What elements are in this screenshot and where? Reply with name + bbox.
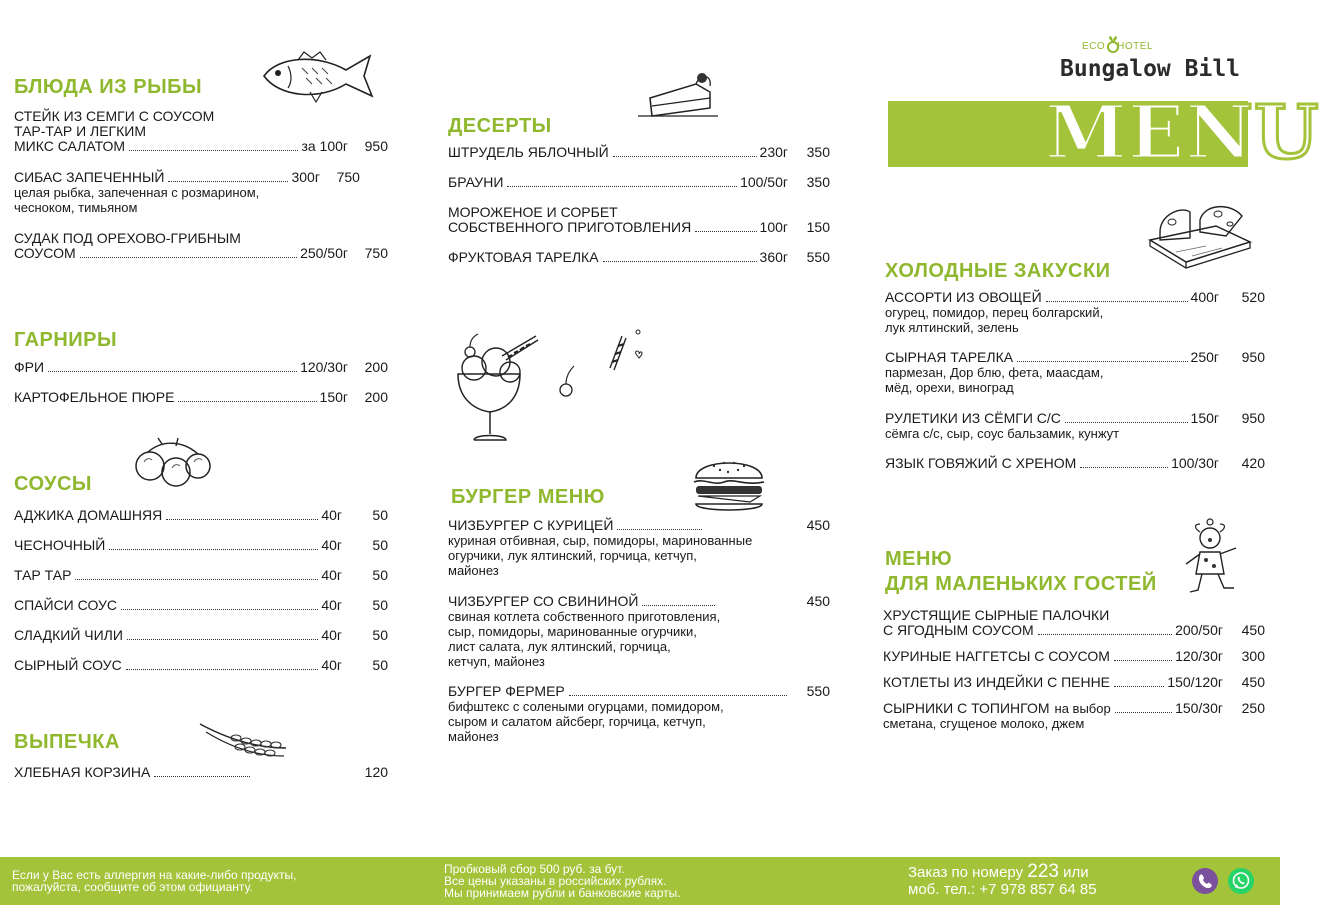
item-price: 250 [1241, 700, 1265, 716]
item-name: КАРТОФЕЛЬНОЕ ПЮРЕ [14, 389, 175, 405]
order-number: 223 [1027, 861, 1059, 882]
leader-dots [642, 605, 714, 606]
item-weight: 120/30г [300, 359, 348, 375]
burger-icon [690, 452, 768, 514]
item-weight: за 100г [301, 138, 348, 154]
item-price: 520 [1241, 289, 1265, 305]
logo-eco-text: ECO [1082, 41, 1106, 52]
sauce-item [14, 568, 388, 583]
item-name: ФРИ [14, 359, 45, 375]
leader-dots [695, 231, 756, 232]
item-description: сыр, помидоры, маринованные огурчики, [448, 624, 697, 639]
fish-item-salmon-line2: ТАР-ТАР И ЛЕГКИМ [14, 123, 147, 139]
item-weight: 120/30г [1175, 648, 1223, 664]
burgers-section-title: БУРГЕР МЕНЮ [451, 486, 605, 508]
item-name: ЯЗЫК ГОВЯЖИЙ С ХРЕНОМ [885, 455, 1077, 471]
sauces-section-title: СОУСЫ [14, 473, 92, 495]
item-description: сметана, сгущеное молоко, джем [883, 716, 1085, 731]
leader-dots [1115, 712, 1172, 713]
burger-item-chicken [448, 518, 830, 578]
sauce-item [14, 628, 388, 643]
item-weight: 150/120г [1167, 674, 1223, 690]
item-weight: 400г [1190, 289, 1219, 305]
sauce-item [14, 508, 388, 523]
allergy-line2: пожалуйста, сообщите об этом официанту. [12, 880, 253, 894]
item-name-line2: СОУСОМ [14, 245, 76, 261]
item-description: куриная отбивная, сыр, помидоры, маринованные [448, 533, 753, 548]
item-description: огурец, помидор, перец болгарский, [885, 305, 1104, 320]
item-name: СЫРНИКИ С ТОПИНГОМ [883, 700, 1050, 716]
burger-item-farmer [448, 684, 830, 744]
leader-dots [129, 150, 298, 151]
cold-item-veg-assorti [885, 290, 1265, 335]
fish-item-seabass [14, 170, 388, 215]
leader-dots [109, 549, 318, 550]
footer-bar [0, 857, 1280, 905]
item-name: ШТРУДЕЛЬ ЯБЛОЧНЫЙ [448, 144, 609, 160]
item-price: 200 [364, 359, 388, 375]
item-price: 350 [806, 144, 830, 160]
kids-item-syrniki [883, 701, 1265, 731]
item-weight: 230г [759, 144, 788, 160]
garnish-item-fries [14, 360, 388, 375]
item-weight: 150г [1190, 410, 1219, 426]
cold-item-salmon-rolls [885, 411, 1265, 441]
item-name-suffix: на выбор [1054, 701, 1111, 716]
item-description: мёд, орехи, виноград [885, 380, 1014, 395]
clown-icon [1180, 518, 1246, 598]
cake-icon [636, 68, 720, 120]
cold-item-beef-tongue [885, 456, 1265, 471]
leader-dots [1038, 634, 1172, 635]
leaf-o-icon [1106, 36, 1120, 54]
dessert-item-icecream [448, 205, 830, 235]
item-price: 950 [1241, 410, 1265, 426]
item-price: 300 [1241, 648, 1265, 664]
item-name: КОТЛЕТЫ ИЗ ИНДЕЙКИ С ПЕННЕ [883, 674, 1111, 690]
item-description: чесноком, тимьяном [14, 200, 138, 215]
bakery-item-bread-basket [14, 765, 388, 780]
item-price: 150 [806, 219, 830, 235]
item-name: СПАЙСИ СОУС [14, 597, 118, 613]
item-description: майонез [448, 729, 499, 744]
leader-dots [168, 181, 288, 182]
allergy-note [12, 869, 296, 893]
item-price: 350 [806, 174, 830, 190]
item-description: лист салата, лук ялтинский, горчица, [448, 639, 671, 654]
order-info [908, 863, 1097, 898]
logo-name: Bungalow Bill [1060, 56, 1241, 82]
bakery-section-title: ВЫПЕЧКА [14, 731, 120, 753]
item-description: сёмга с/с, сыр, соус бальзамик, кунжут [885, 426, 1120, 441]
item-description: майонез [448, 563, 499, 578]
item-price: 750 [336, 169, 360, 185]
order-line [908, 863, 1097, 881]
leader-dots [1114, 686, 1164, 687]
logo [1060, 36, 1262, 92]
item-name: ТАР ТАР [14, 567, 72, 583]
item-price: 750 [364, 245, 388, 261]
fish-item-salmon-line3: МИКС САЛАТОМ [14, 138, 126, 154]
item-description: пармезан, Дор блю, фета, маасдам, [885, 365, 1104, 380]
item-price: 450 [806, 517, 830, 533]
leader-dots [75, 579, 318, 580]
item-weight: 40г [321, 657, 342, 673]
phone-line[interactable]: моб. тел.: +7 978 857 64 85 [908, 881, 1097, 898]
kids-title-line1: МЕНЮ [885, 548, 953, 570]
leader-dots [1114, 660, 1172, 661]
item-price: 50 [372, 657, 388, 673]
cold-item-cheese-plate [885, 350, 1265, 395]
info-line3: Мы принимаем рубли и банковские карты. [444, 886, 681, 900]
item-name-line1: СУДАК ПОД ОРЕХОВО-ГРИБНЫМ [14, 230, 241, 246]
sauce-item [14, 538, 388, 553]
kids-item-cheese-sticks [883, 608, 1265, 638]
desserts-section-title: ДЕСЕРТЫ [448, 115, 552, 137]
leader-dots [127, 639, 318, 640]
item-price: 50 [372, 597, 388, 613]
item-price: 450 [806, 593, 831, 609]
item-description: целая рыбка, запеченная с розмарином, [14, 185, 260, 200]
item-price: 120 [364, 764, 389, 780]
leader-dots [48, 371, 297, 372]
fish-item-zander [14, 231, 388, 261]
item-description: огурчики, лук ялтинский, горчица, кетчуп, [448, 548, 697, 563]
item-weight: 250/50г [300, 245, 348, 261]
kids-item-turkey-cutlets [883, 675, 1265, 690]
item-price: 550 [806, 249, 830, 265]
item-description: кетчуп, майонез [448, 654, 545, 669]
item-weight: 150г [319, 389, 348, 405]
info-line1: Пробковый сбор 500 руб. за бут. [444, 862, 625, 876]
item-price: 550 [806, 683, 830, 699]
tomatoes-icon [132, 436, 214, 490]
dessert-item-brownie [448, 175, 830, 190]
leader-dots [507, 186, 737, 187]
item-description: сыром и салатом айсберг, горчица, кетчуп, [448, 714, 706, 729]
order-prefix: Заказ по номеру [908, 864, 1024, 881]
info-line2: Все цены указаны в российских рублях. [444, 874, 667, 888]
item-price: 450 [1241, 674, 1265, 690]
leader-dots [603, 261, 757, 262]
leader-dots [166, 519, 318, 520]
item-name-line1: ХРУСТЯЩИЕ СЫРНЫЕ ПАЛОЧКИ [883, 607, 1110, 623]
leader-dots [178, 401, 316, 402]
leader-dots [121, 609, 318, 610]
item-price: 450 [1241, 622, 1265, 638]
item-weight: 250г [1190, 349, 1219, 365]
leader-dots [126, 669, 319, 670]
item-weight: 40г [321, 567, 342, 583]
item-name: ЧИЗБУРГЕР СО СВИНИНОЙ [448, 593, 639, 609]
whatsapp-icon[interactable] [1227, 867, 1255, 895]
item-description: свиная котлета собственного приготовления, [448, 609, 721, 624]
order-suffix: или [1063, 864, 1089, 881]
item-name-line2: С ЯГОДНЫМ СОУСОМ [883, 622, 1034, 638]
item-name: ХЛЕБНАЯ КОРЗИНА [14, 764, 151, 780]
item-name: КУРИНЫЕ НАГГЕТСЫ С СОУСОМ [883, 648, 1110, 664]
item-description: лук ялтинский, зелень [885, 320, 1019, 335]
logo-hotel-text: HOTEL [1117, 41, 1154, 52]
item-price: 50 [372, 567, 388, 583]
fish-item-salmon [14, 109, 388, 154]
item-weight: 300г [291, 169, 320, 185]
viber-icon[interactable] [1191, 867, 1219, 895]
item-weight: 150/30г [1175, 700, 1223, 716]
item-weight: 40г [321, 627, 342, 643]
item-name: ЧИЗБУРГЕР С КУРИЦЕЙ [448, 517, 614, 533]
leader-dots [613, 156, 757, 157]
item-name: РУЛЕТИКИ ИЗ СЁМГИ С/С [885, 410, 1061, 426]
cheese-icon [1146, 196, 1256, 272]
payment-info [444, 863, 681, 899]
item-description: бифштекс с солеными огурцами, помидором, [448, 699, 724, 714]
garnish-section-title: ГАРНИРЫ [14, 329, 118, 351]
kids-item-nuggets [883, 649, 1265, 664]
dessert-item-strudel [448, 145, 830, 160]
item-name-line1: МОРОЖЕНОЕ И СОРБЕТ [448, 204, 618, 220]
item-weight: 100/50г [740, 174, 788, 190]
leader-dots [154, 776, 249, 777]
item-price: 200 [364, 389, 388, 405]
item-weight: 40г [321, 537, 342, 553]
item-name: ФРУКТОВАЯ ТАРЕЛКА [448, 249, 599, 265]
item-name-line2: СОБСТВЕННОГО ПРИГОТОВЛЕНИЯ [448, 219, 692, 235]
ice-cream-icon [440, 326, 650, 448]
kids-section-title [885, 548, 1157, 595]
item-name: ЧЕСНОЧНЫЙ [14, 537, 106, 553]
garnish-item-mash [14, 390, 388, 405]
item-weight: 40г [321, 507, 342, 523]
cold-section-title: ХОЛОДНЫЕ ЗАКУСКИ [885, 260, 1111, 282]
leader-dots [1046, 301, 1188, 302]
item-weight: 200/50г [1175, 622, 1223, 638]
leader-dots [569, 695, 787, 696]
fish-item-salmon-line1: СТЕЙК ИЗ СЕМГИ С СОУСОМ [14, 108, 215, 124]
leader-dots [617, 529, 702, 530]
item-name: СЛАДКИЙ ЧИЛИ [14, 627, 123, 643]
item-name: БУРГЕР ФЕРМЕР [448, 683, 565, 699]
item-weight: 360г [759, 249, 788, 265]
item-weight: 40г [321, 597, 342, 613]
burger-item-pork [448, 594, 830, 669]
sauce-item [14, 598, 388, 613]
item-price: 420 [1241, 455, 1265, 471]
item-price: 950 [1241, 349, 1265, 365]
wheat-icon [196, 718, 290, 760]
item-name: СЫРНЫЙ СОУС [14, 657, 122, 673]
item-price: 950 [364, 138, 388, 154]
item-name: СЫРНАЯ ТАРЕЛКА [885, 349, 1014, 365]
item-name: АДЖИКА ДОМАШНЯЯ [14, 507, 163, 523]
sauce-item [14, 658, 388, 673]
item-weight: 100/30г [1171, 455, 1219, 471]
dessert-item-fruit-plate [448, 250, 830, 265]
leader-dots [1080, 467, 1168, 468]
leader-dots [80, 257, 297, 258]
item-price: 50 [372, 507, 388, 523]
item-name: СИБАС ЗАПЕЧЕННЫЙ [14, 169, 165, 185]
item-price: 50 [372, 627, 388, 643]
fish-icon [258, 48, 380, 104]
item-name: АССОРТИ ИЗ ОВОЩЕЙ [885, 289, 1042, 305]
item-price: 50 [372, 537, 388, 553]
leader-dots [1065, 422, 1188, 423]
kids-title-line2: ДЛЯ МАЛЕНЬКИХ ГОСТЕЙ [885, 573, 1157, 595]
allergy-line1: Если у Вас есть аллергия на какие-либо продукты, [12, 868, 297, 882]
item-name: БРАУНИ [448, 174, 504, 190]
fish-section-title: БЛЮДА ИЗ РЫБЫ [14, 76, 203, 98]
item-weight: 100г [759, 219, 788, 235]
menu-banner-title: MENU [1045, 90, 1320, 176]
leader-dots [1017, 361, 1187, 362]
